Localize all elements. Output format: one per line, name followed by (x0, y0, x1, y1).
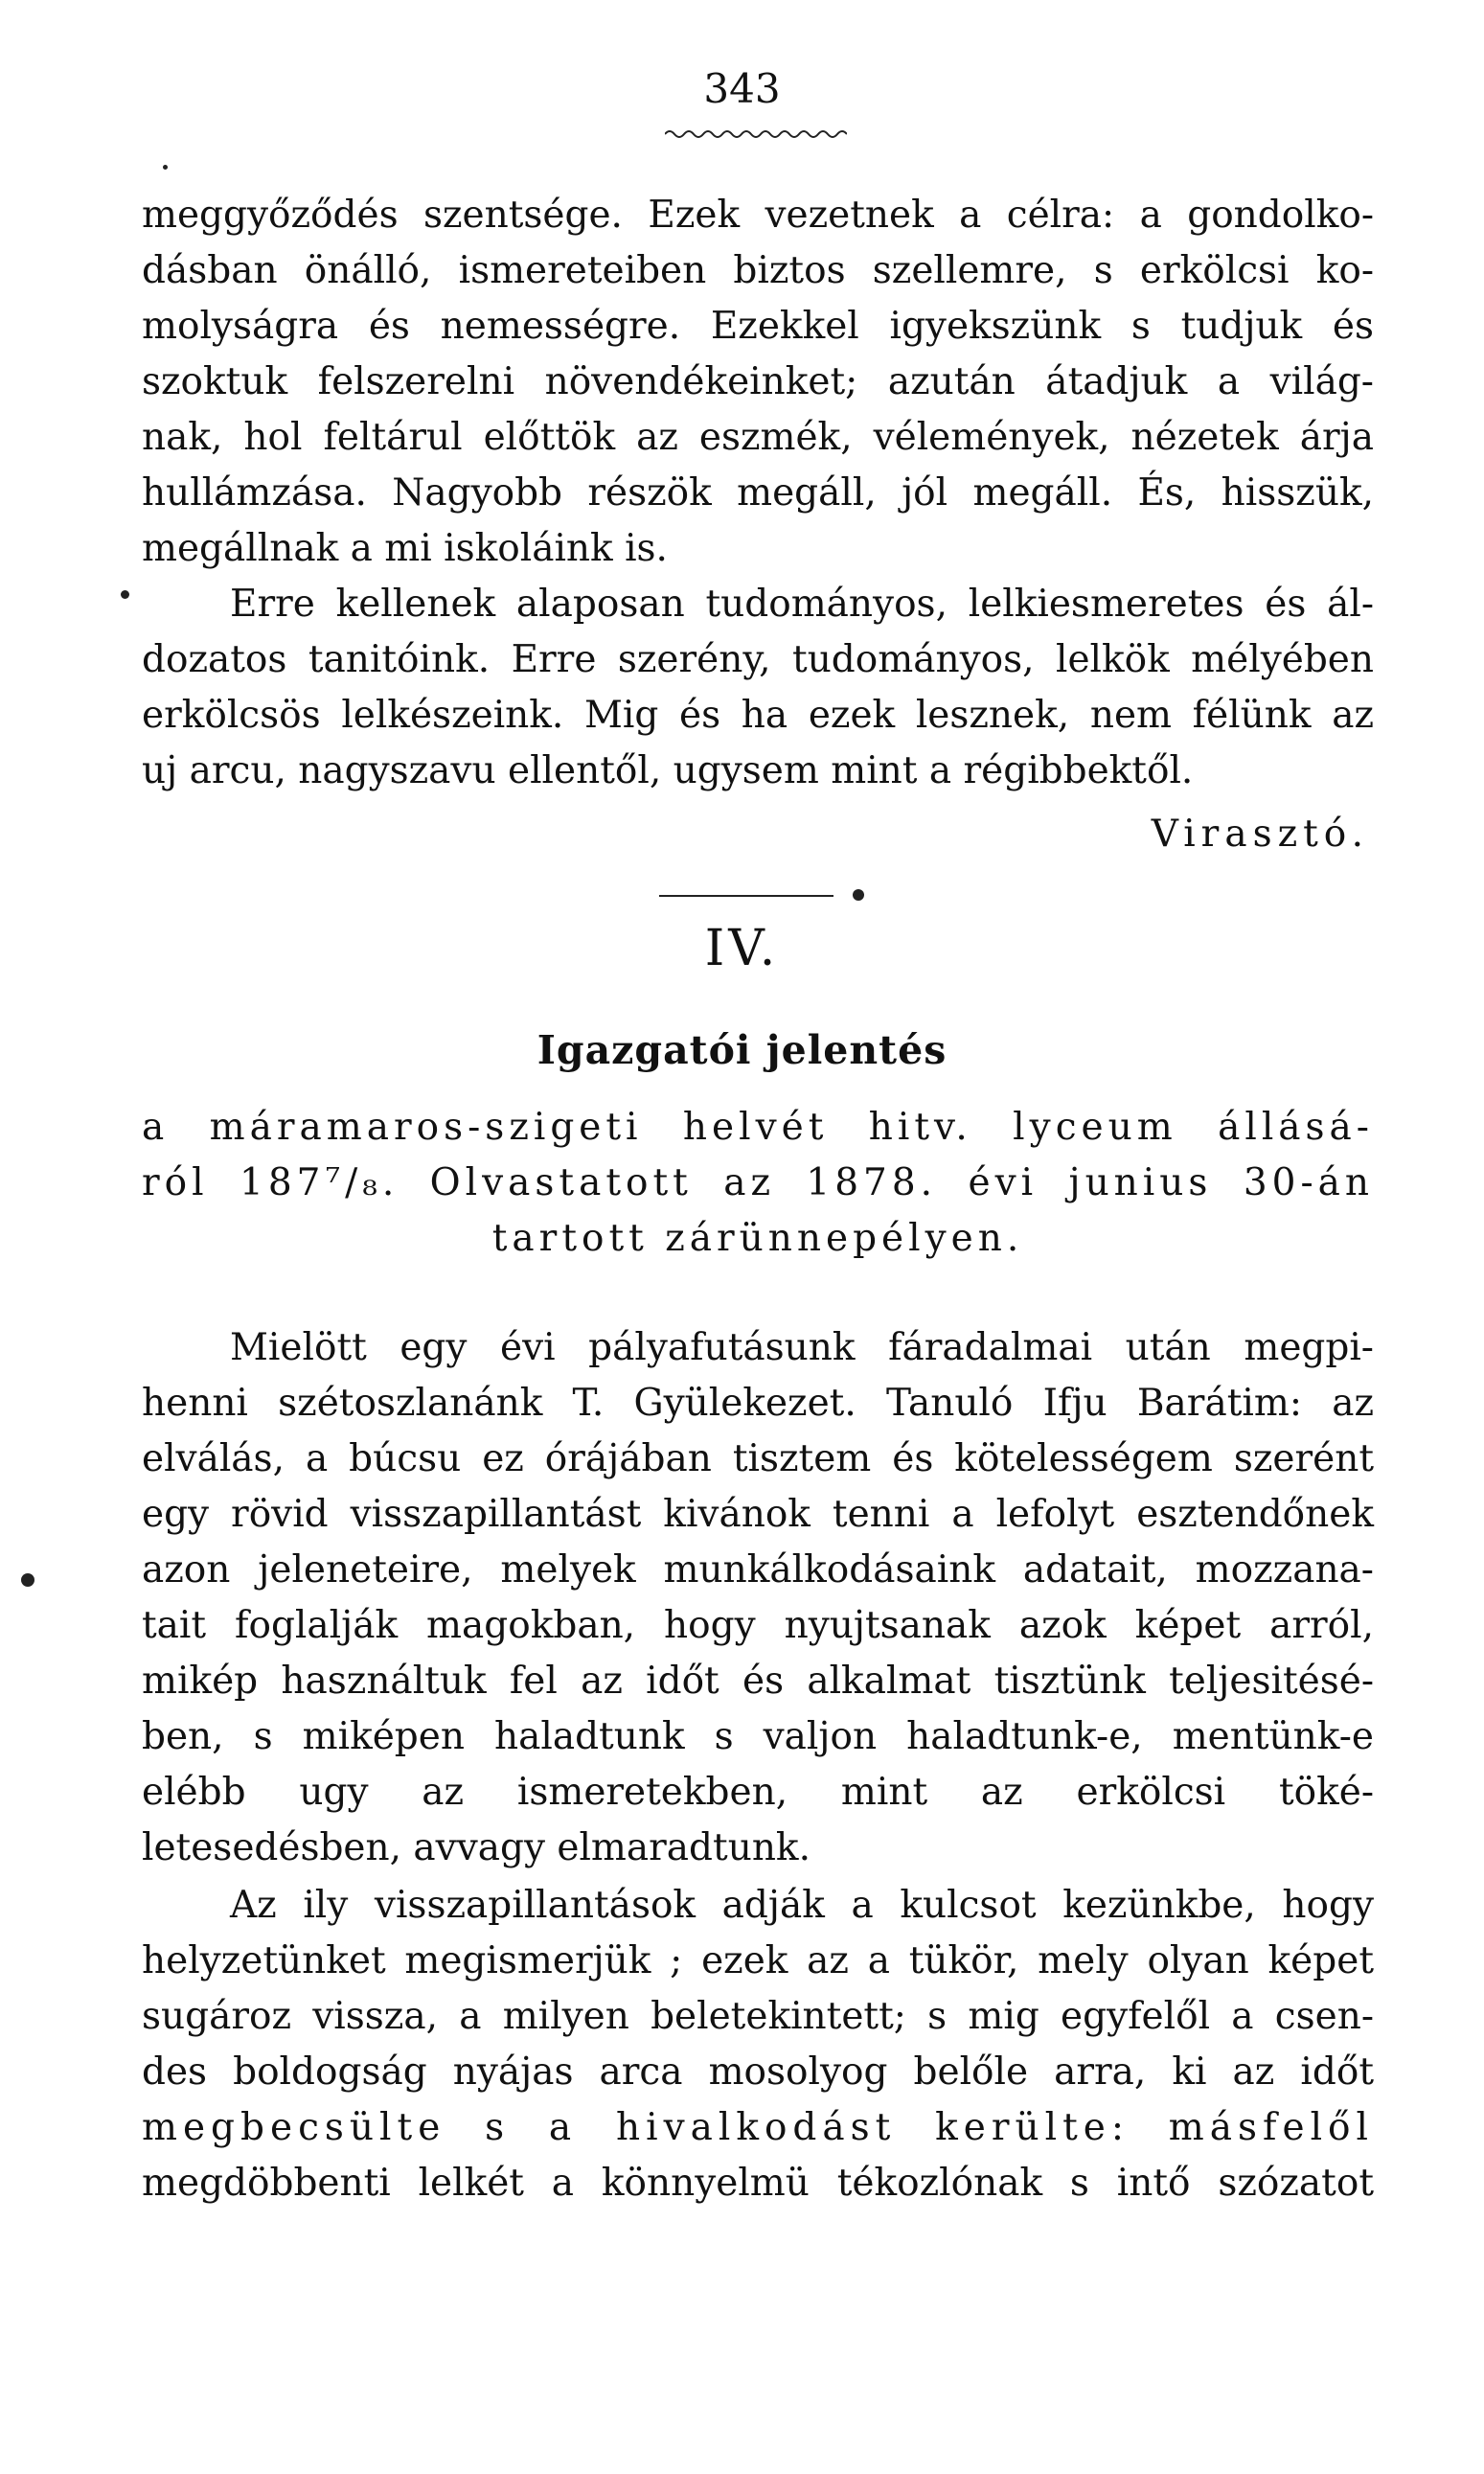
section-divider (659, 895, 833, 897)
paragraph-1-line: molyságra és nemességre. Ezekkel igyekszünk s tudjuk és (142, 305, 1374, 348)
paragraph-3-line: mikép használtuk fel az időt és alkalmat tisztünk teljesitésé- (142, 1660, 1374, 1703)
paragraph-3-line: henni szétoszlanánk T. Gyülekezet. Tanuló Ifju Barátim: az (142, 1382, 1374, 1425)
paragraph-3-line: egy rövid visszapillantást kivánok tenni a lefolyt esztendőnek (142, 1493, 1374, 1536)
subtitle-line: tartott zárünnepélyen. (491, 1217, 1024, 1260)
paragraph-3-line: tait foglalják magokban, hogy nyujtsanak azok képet arról, (142, 1604, 1374, 1647)
paragraph-1-line: nak, hol feltárul előttök az eszmék, vélemények, nézetek árja (142, 416, 1374, 459)
paragraph-4-line: megdöbbenti lelkét a könnyelmü tékozlónak s intő szózatot (142, 2162, 1374, 2205)
paragraph-4-line: des boldogság nyájas arca mosolyog belőle arra, ki az időt (142, 2050, 1374, 2094)
section-subtitle (142, 1100, 1374, 1267)
paragraph-4-line: sugároz vissza, a milyen beletekintett; s mig egyfelől a csen- (142, 1995, 1374, 2038)
page-number: 343 (703, 65, 781, 112)
paragraph-1-line: szoktuk felszerelni növendékeinket; azután átadjuk a világ- (142, 360, 1374, 403)
paragraph-2-line: Erre kellenek alaposan tudományos, lelkiesmeretes és ál- (230, 583, 1374, 626)
divider-dot (853, 889, 864, 901)
paragraph-1 (142, 188, 1374, 577)
page-number-wavy-rule (665, 128, 847, 140)
paragraph-3-line: elébb ugy az ismeretekben, mint az erkölcsi töké- (142, 1771, 1374, 1814)
subtitle-line: ról 187⁷/₈. Olvastatott az 1878. évi junius 30-án (142, 1161, 1374, 1204)
paragraph-1-line: megállnak a mi iskoláink is. (142, 527, 668, 570)
print-speck (121, 590, 129, 599)
print-speck (21, 1573, 34, 1587)
paragraph-3-line: letesedésben, avvagy elmaradtunk. (142, 1826, 810, 1869)
section-number: IV. (704, 920, 780, 977)
author-signature: Virasztó. (1151, 813, 1369, 856)
paragraph-1-line: dásban önálló, ismereteiben biztos szellemre, s erkölcsi ko- (142, 249, 1374, 292)
paragraph-3-line: Mielött egy évi pályafutásunk fáradalmai után megpi- (230, 1326, 1374, 1369)
paragraph-1-line: hullámzása. Nagyobb részök megáll, jól megáll. És, hisszük, (142, 471, 1374, 515)
paragraph-1-line: meggyőződés szentsége. Ezek vezetnek a célra: a gondolko- (142, 194, 1374, 237)
subtitle-line: a máramaros-szigeti helvét hitv. lyceum állásá- (142, 1106, 1374, 1149)
paragraph-2-line: erkölcsös lelkészeink. Mig és ha ezek lesznek, nem félünk az (142, 694, 1374, 737)
paragraph-2 (142, 577, 1374, 799)
paragraph-3-line: elválás, a búcsu ez órájában tisztem és kötelességem szerént (142, 1437, 1374, 1480)
paragraph-2-line: dozatos tanitóink. Erre szerény, tudományos, lelkök mélyében (142, 638, 1374, 681)
paragraph-4-line: helyzetünket megismerjük ; ezek az a tükör, mely olyan képet (142, 1939, 1374, 1982)
paragraph-4-line: megbecsülte s a hivalkodást kerülte: másfelől (142, 2106, 1374, 2149)
section-title: Igazgatói jelentés (537, 1027, 947, 1073)
paragraph-3-line: azon jeleneteire, melyek munkálkodásaink adatait, mozzana- (142, 1548, 1374, 1592)
paragraph-3-line: ben, s miképen haladtunk s valjon haladtunk-e, mentünk-e (142, 1715, 1374, 1758)
paragraph-4 (142, 1878, 1374, 2211)
paragraph-3 (142, 1320, 1374, 1876)
print-speck (163, 165, 168, 170)
paragraph-4-line: Az ily visszapillantások adják a kulcsot kezünkbe, hogy (230, 1884, 1374, 1927)
paragraph-2-line: uj arcu, nagyszavu ellentől, ugysem mint a régibbektől. (142, 749, 1194, 792)
